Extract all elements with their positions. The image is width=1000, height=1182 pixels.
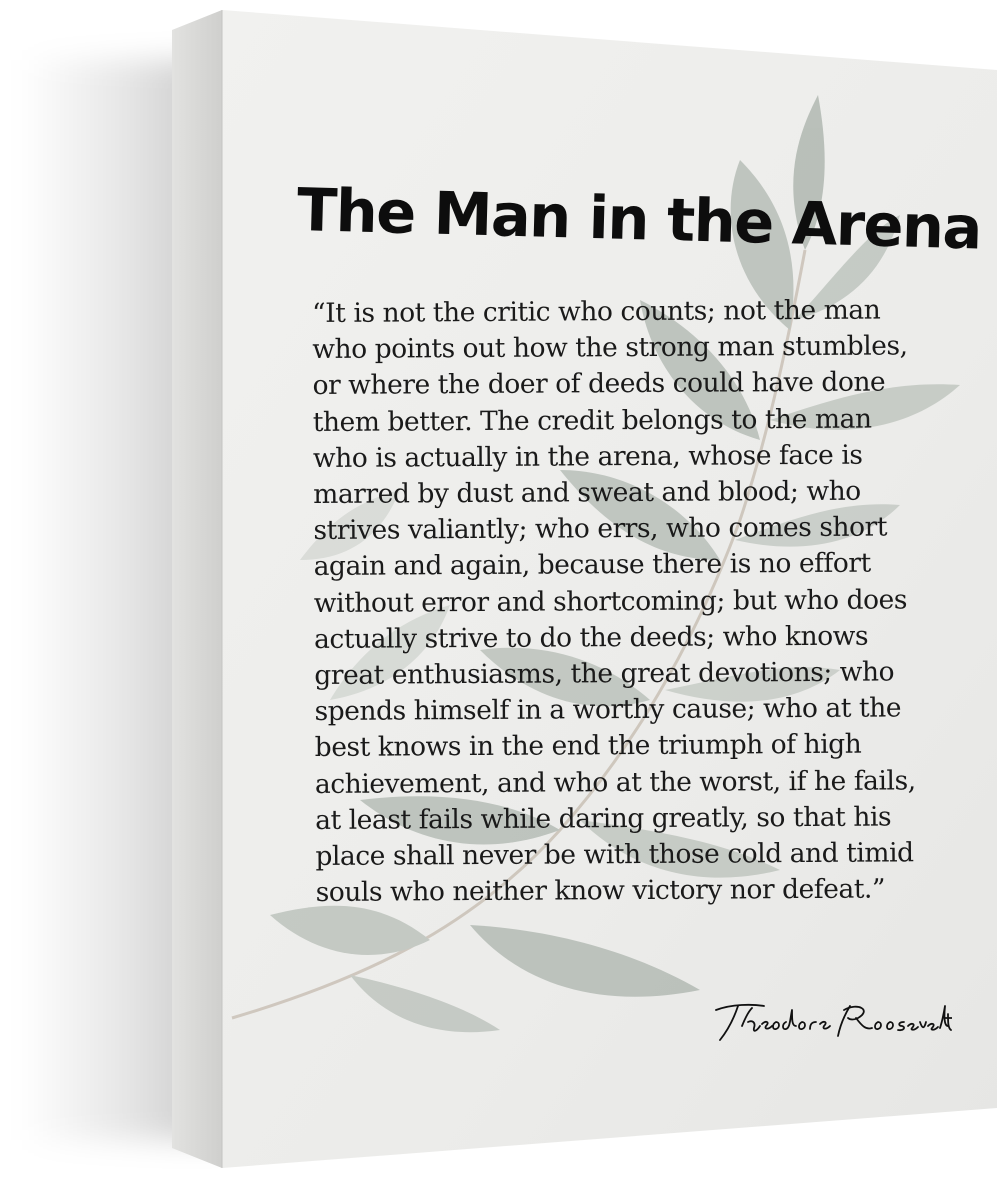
quote-line: achievement, and who at the worst, if he fails, <box>314 764 916 800</box>
quote-line: strives valiantly; who errs, who comes short <box>313 511 888 547</box>
quote-line: great enthusiasms, the great devotions; who <box>314 656 895 692</box>
quote-line: actually strive to do the deeds; who knows <box>314 620 869 655</box>
quote-line: “It is not the critic who counts; not the man <box>312 294 881 329</box>
quote-body <box>312 292 956 911</box>
quote-line: place shall never be with those cold and timid <box>315 837 914 873</box>
quote-line: who points out how the strong man stumbles, <box>312 330 908 366</box>
canvas-side <box>172 10 222 1168</box>
quote-line: souls who neither know victory nor defeat.” <box>315 873 886 909</box>
quote-line: again and again, because there is no effort <box>313 548 871 583</box>
quote-line: marred by dust and sweat and blood; who <box>313 475 861 511</box>
quote-line: or where the doer of deeds could have done <box>312 366 886 402</box>
quote-line: who is actually in the arena, whose face is <box>312 439 863 474</box>
poster-title: The Man in the Arena <box>296 175 982 263</box>
quote-line: best knows in the end the triumph of high <box>314 729 862 764</box>
quote-line: at least fails while daring greatly, so that his <box>315 801 892 836</box>
quote-line: them better. The credit belongs to the man <box>312 403 872 438</box>
quote-line: spends himself in a worthy cause; who at the <box>314 692 902 728</box>
quote-line: without error and shortcoming; but who does <box>313 583 908 619</box>
signature-image <box>712 996 952 1046</box>
